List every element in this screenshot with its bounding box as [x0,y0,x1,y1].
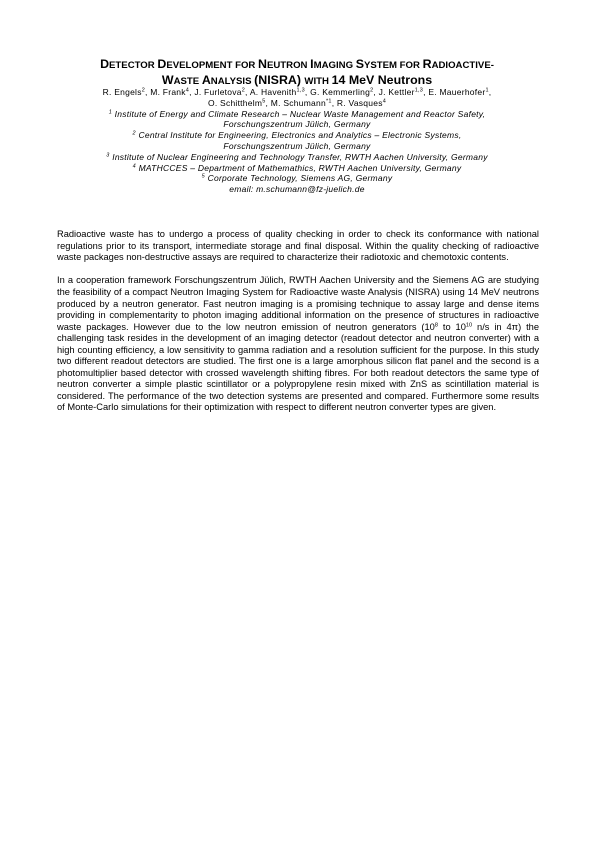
affiliation-4: $^4$ MATHCCES – Department of Mathemathics, RWTH Aachen University, Germany [132,162,462,173]
affiliation-1: $^1$ Institute of Energy and Climate Research – Nuclear Waste Management and Reactor Safety, [108,108,486,119]
title-part: (NISRA) [254,73,305,87]
author: G. Kemmerling$^2$ [310,87,374,97]
title-part: EVELOPMENT FOR [166,60,259,71]
abstract-paragraph-1: Radioactive waste has to undergo a process of quality checking in order to check its conformance with national regulations prior to its transport, intermediate storage and final disposal. Within the quality checking of radioactive waste packages non-destructive assays are required to characterize their radiotoxic and chemotoxic contents. [57,229,539,263]
title-part: YSTEM FOR [363,60,423,71]
title-part: NALYSIS [210,76,255,87]
title-part: A [201,73,211,87]
author: R. Vasques$^4$ [336,97,387,108]
title-part: I [310,57,314,71]
title-part: S [355,57,364,71]
abstract [57,229,539,426]
title-part: D [157,57,167,71]
title-part: ETECTOR [109,60,158,71]
author: A. Havenith$^{1,3}$ [249,87,305,97]
title-part: WITH [304,76,332,87]
title-part: D [100,57,110,71]
affiliation-2-cont: Forschungszentrum Jülich, Germany [223,140,371,151]
title-part: W [161,73,174,87]
title-part: 14 MeV Neutrons [331,73,433,87]
title-part: EUTRON [266,60,311,71]
author: M. Frank$^4$ [150,87,190,97]
abstract-paragraph-2: In a cooperation framework Forschungszentrum Jülich, RWTH Aachen University and the Siemens AG are studying the feasibility of a compact Neutron Imaging System for Radioactive waste Analysis (NISRA) using 14 MeV neutrons produced by a neutron generator. Fast neutron imaging is a promising technique to assay large and dense items providing in complementarity to photon imaging additional information on the presence of structures in radioactive waste packages. However due to the low neutron emission of neutron generators ($10^8$ to $10^{10}$ n/s in 4π) the challenging task resides in the development of an imaging detector (readout detector and neutron converter) with a high counting efficiency, a low sensitivity to gamma radiation and a resolution sufficient for the purpose. In this study two different readout detectors are studied. The first one is a large amorphous silicon flat panel and the second is a photomultiplier based detector with crossed wavelength shifting fibres. For both readout detectors the same type of neutron converter a simple plastic scintillator or a polypropylene resin mixed with ZnS as scintillation material is considered. The performance of the two detection systems are presented and compared. Furthermore some results of Monte-Carlo simulations for their optimization with respect to different neutron converter types are given. [57,275,539,413]
author: J. Furletova$^2$ [194,87,246,97]
author-list: R. Engels$^2$, M. Frank$^4$, J. Furletova$^2$, A. Havenith$^{1,3}$, G. Kemmerling$^2$, J. Kettler$^{1,3}$, E. Mauerhofer$^1$, O. Schitthelm$^5$, M. Schumann$^{*1}$, R. Vasques$^4$ [102,87,492,108]
author: E. Mauerhofer$^1$ [428,87,489,97]
title-part: ASTE [173,76,202,87]
author: R. Engels$^2$ [102,87,146,97]
title-part: MAGING [313,60,356,71]
affiliation-5: $^5$ Corporate Technology, Siemens AG, Germany [201,173,393,184]
email-address: email: m.schumann@fz-juelich.de [229,184,365,195]
affiliation-1-cont: Forschungszentrum Jülich, Germany [223,119,371,130]
author: M. Schumann$^{*1}$ [270,97,332,108]
title-part: N [258,57,267,71]
title-part: R [422,57,432,71]
affiliation-3: $^3$ Institute of Nuclear Engineering and Technology Transfer, RWTH Aachen University, Germany [106,151,488,162]
author: J. Kettler$^{1,3}$ [378,87,424,97]
affiliation-2: $^2$ Central Institute for Engineering, Electronics and Analytics – Electronic Systems, [132,130,462,141]
author: O. Schitthelm$^5$ [207,97,266,108]
title-part: ADIOACTIVE- [431,60,494,71]
paper-title [56,57,538,89]
header-block [50,87,544,195]
